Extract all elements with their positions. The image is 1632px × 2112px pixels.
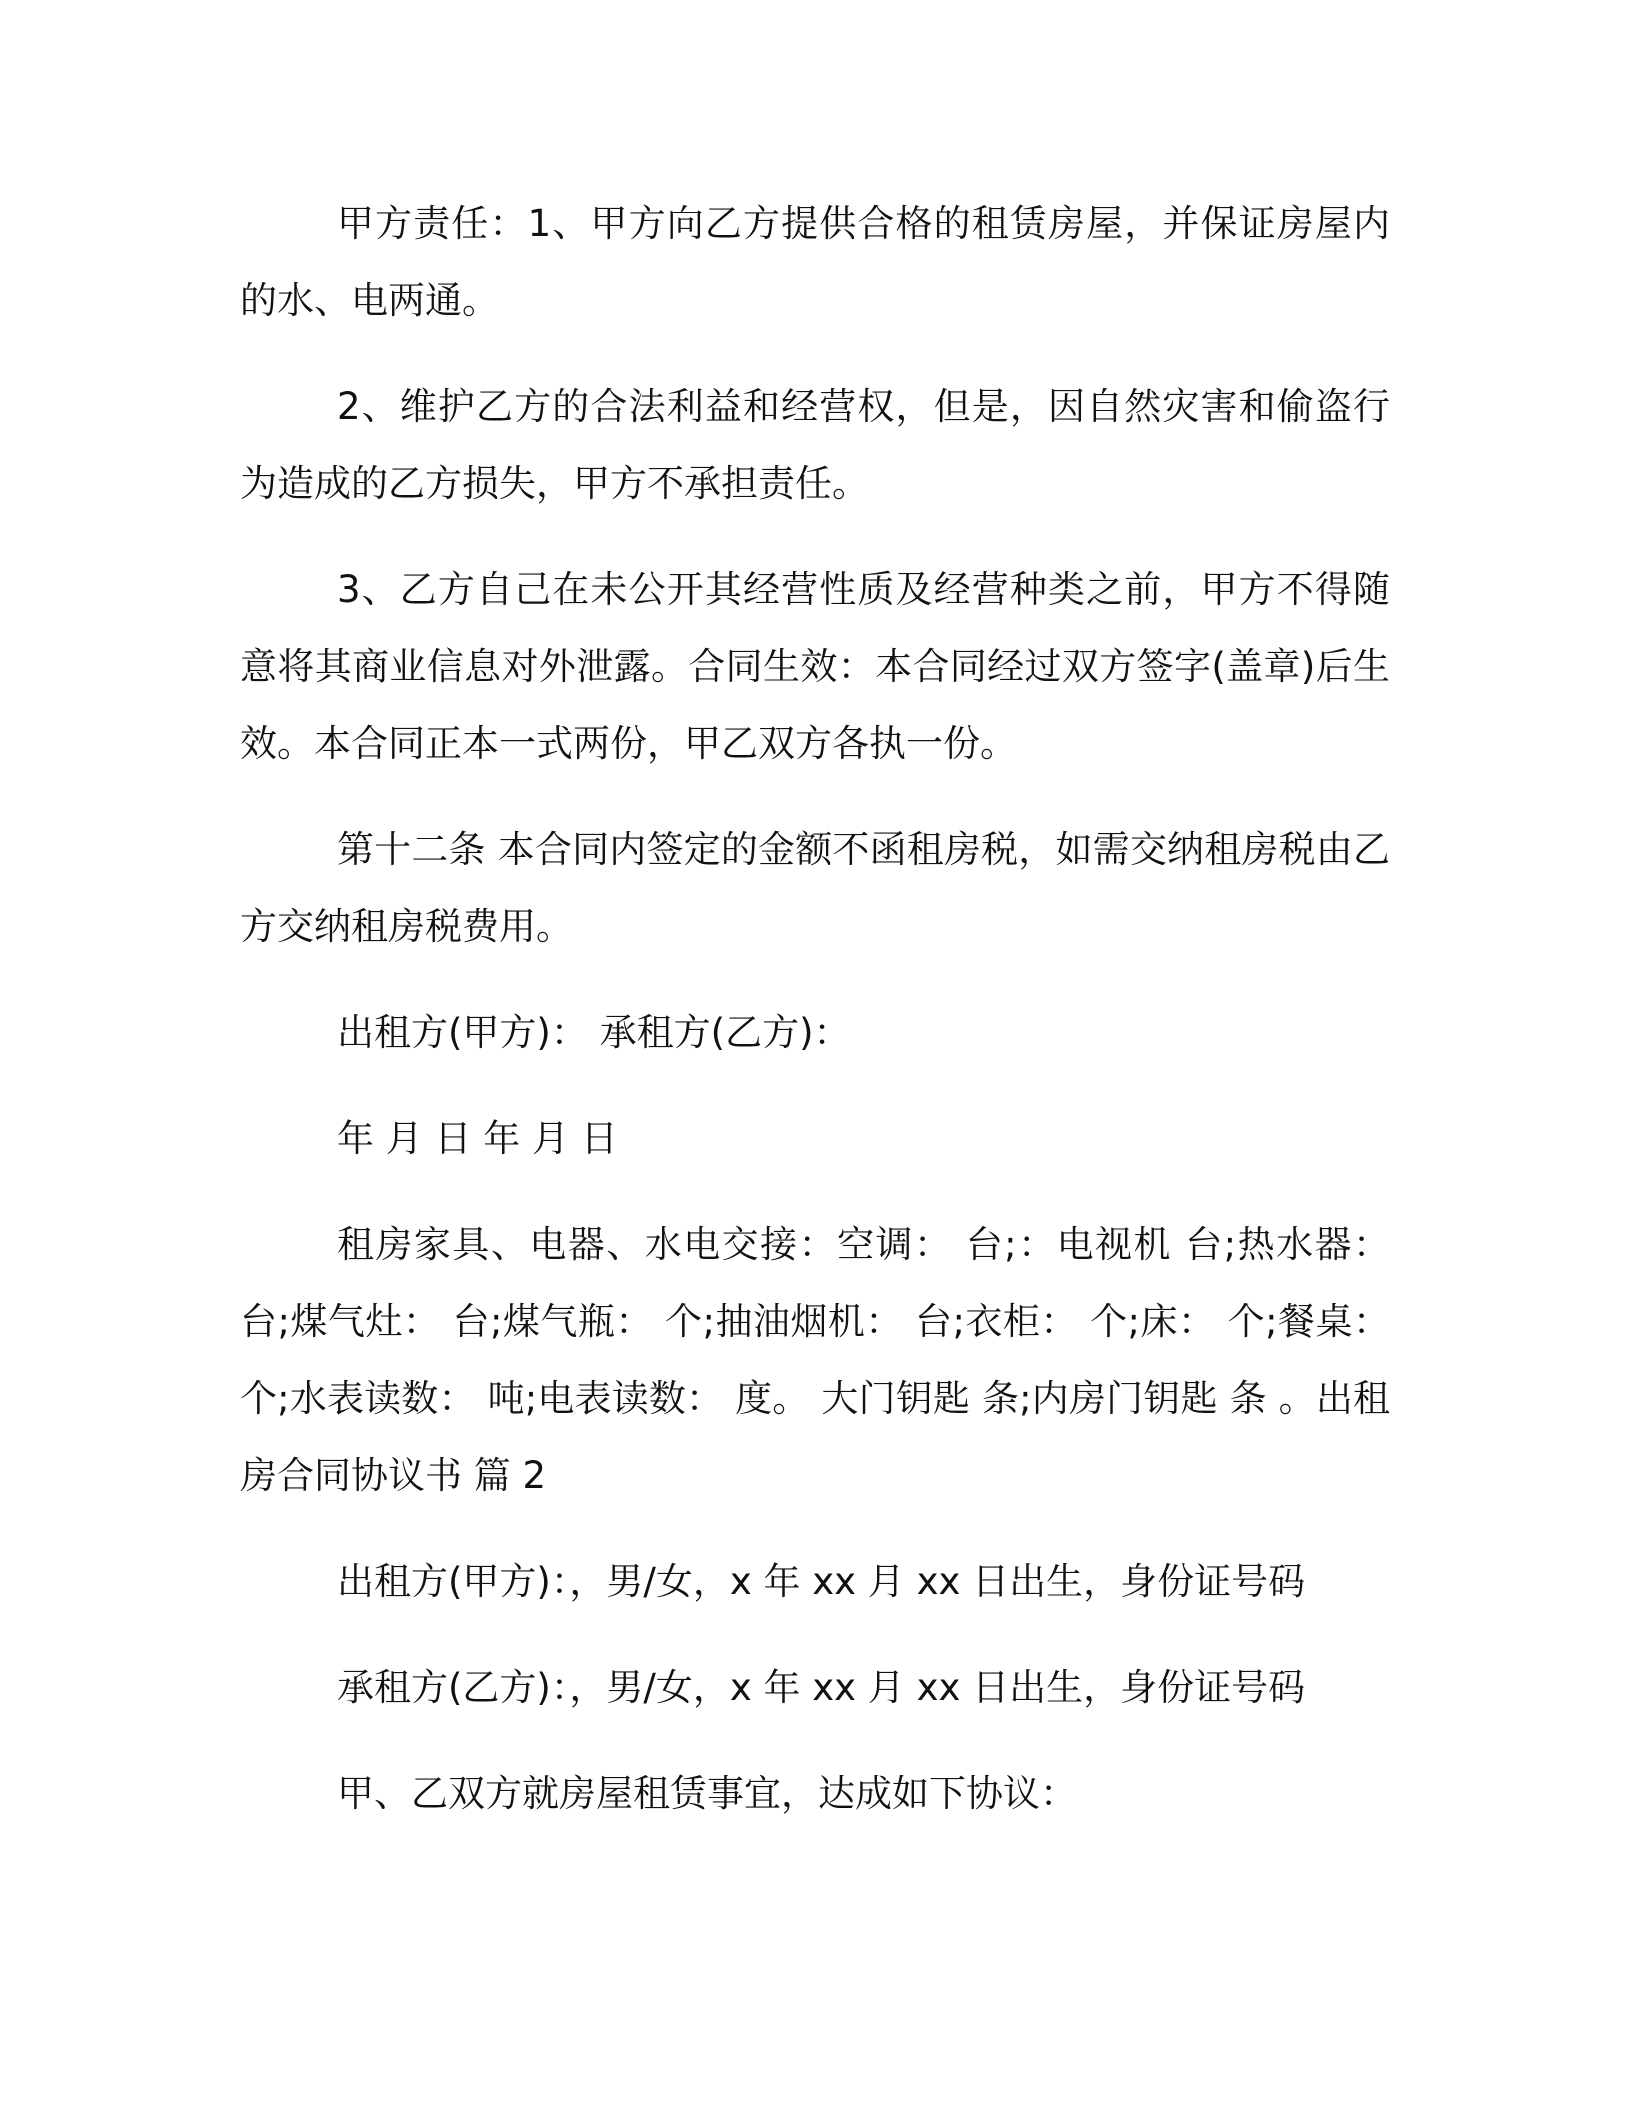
paragraph-lessee: 承租方(乙方)：，男/女，x 年 xx 月 xx 日出生，身份证号码 [337, 1666, 1306, 1709]
paragraph-article-12: 第十二条 本合同内签定的金额不函租房税，如需交纳租房税由乙方交纳租房税费用。 [240, 828, 1390, 948]
paragraph-dates: 年 月 日 年 月 日 [337, 1117, 618, 1160]
paragraph-protect-rights: 2、维护乙方的合法利益和经营权，但是，因自然灾害和偷盗行为造成的乙方损失，甲方不承担责任。 [240, 385, 1390, 505]
paragraph-party-a-duty: 甲方责任：1、甲方向乙方提供合格的租赁房屋，并保证房屋内的水、电两通。 [240, 202, 1390, 322]
paragraph-lessor: 出租方(甲方)：，男/女，x 年 xx 月 xx 日出生，身份证号码 [337, 1560, 1306, 1603]
paragraph-confidentiality: 3、乙方自己在未公开其经营性质及经营种类之前，甲方不得随意将其商业信息对外泄露。合同生效：本合同经过双方签字(盖章)后生效。本合同正本一式两份，甲乙双方各执一份。 [240, 568, 1390, 765]
paragraph-handover-list: 租房家具、电器、水电交接：空调： 台;：电视机 台;热水器： 台;煤气灶： 台;煤气瓶： 个;抽油烟机： 台;衣柜： 个;床： 个;餐桌： 个;水表读数： 吨;电表读数： 度。 大门钥匙 条;内房门钥匙 条 。出租房合同协议书 篇 2 [240, 1223, 1390, 1497]
paragraph-agreement-intro: 甲、乙双方就房屋租赁事宜，达成如下协议： [337, 1772, 1077, 1815]
paragraph-signatories: 出租方(甲方)： 承租方(乙方)： [337, 1011, 851, 1054]
document-body [240, 185, 1390, 1861]
